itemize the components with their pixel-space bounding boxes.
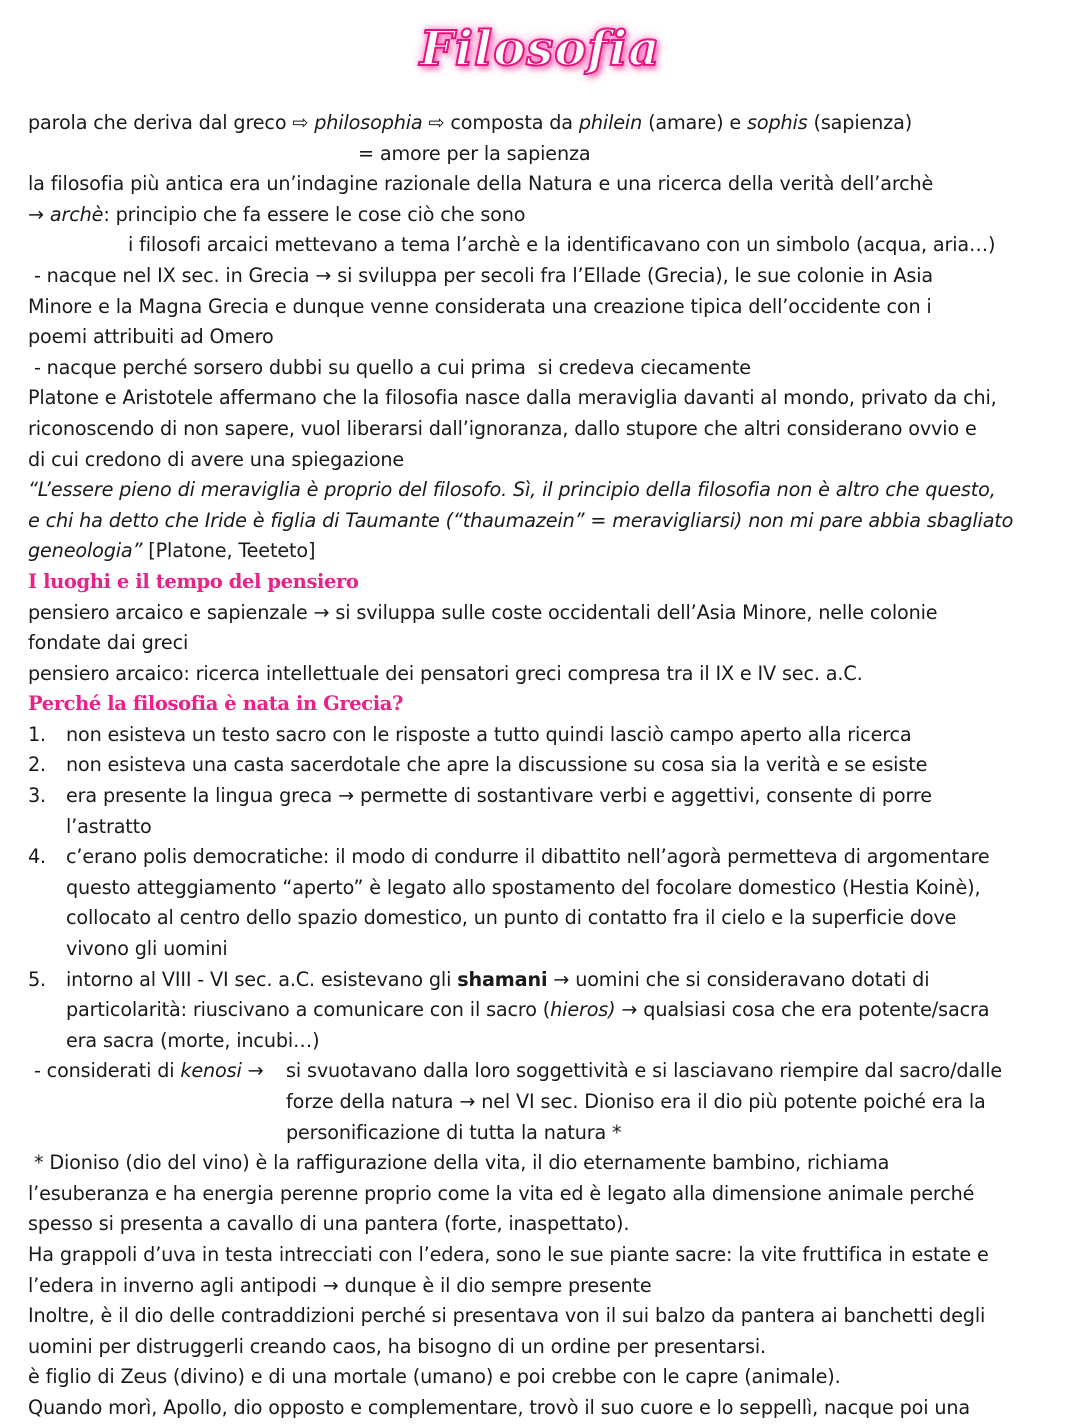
page-title: Filosofia (419, 21, 661, 77)
text-line: forze della natura → nel VI sec. Dioniso era il dio più potente poiché era la (286, 1090, 986, 1113)
kenosi-lead (28, 1056, 286, 1148)
quote-source: [Platone, Teeteto] (142, 539, 316, 563)
quote-line (28, 536, 1058, 567)
text-line: - nacque perché sorsero dubbi su quello a cui prima si credeva ciecamente (28, 355, 751, 379)
term-shamani: shamani (457, 967, 548, 991)
term-kenosi: kenosi (180, 1059, 242, 1083)
list-text: c’erano polis democratiche: il modo di condurre il dibattito nell’agorà permetteva di argomentare (66, 845, 990, 869)
list-number: 4. (28, 845, 47, 869)
text-line: pensiero arcaico: ricerca intellettuale dei pensatori greci compresa tra il IX e IV sec. a.C. (28, 661, 863, 685)
list-number: 1. (28, 722, 47, 746)
text-line: - nacque nel IX sec. in Grecia → si sviluppa per secoli fra l’Ellade (Grecia), le sue colonie in Asia (28, 263, 934, 287)
text-line: = amore per la sapienza (358, 141, 591, 165)
text: intorno al VIII - VI sec. a.C. esistevano gli (66, 967, 458, 991)
list-item (28, 965, 1058, 1057)
text: (amare) e (642, 111, 748, 134)
list-number: 3. (28, 784, 47, 808)
text-line: pensiero arcaico e sapienzale → si sviluppa sulle coste occidentali dell’Asia Minore, nelle colonie (28, 600, 938, 624)
text-line: l’edera in inverno agli antipodi → dunque è il dio sempre presente (28, 1273, 652, 1297)
right-arrow-icon: ⇨ (292, 111, 309, 134)
text-line: l’esuberanza e ha energia perenne proprio come la vita ed è legato alla dimensione animale perché (28, 1181, 975, 1205)
text-line: Inoltre, è il dio delle contraddizioni perché si presentava von il sui balzo da pantera ai banchetti degli (28, 1304, 986, 1328)
text-line: poemi attribuiti ad Omero (28, 325, 274, 349)
section-heading: Perché la filosofia è nata in Grecia? (28, 692, 404, 716)
list-text (66, 965, 989, 996)
right-arrow-icon: ⇨ (428, 111, 445, 134)
text: - considerati di (28, 1059, 181, 1083)
text: parola che deriva dal greco (28, 111, 293, 134)
text: particolarità: riuscivano a comunicare con il sacro ( (66, 998, 551, 1022)
list-text: questo atteggiamento “aperto” è legato allo spostamento del focolare domestico (Hestia Koinè), (66, 875, 981, 899)
text-line: Quando morì, Apollo, dio opposto e complementare, trovò il suo cuore e lo seppellì, nacque poi una (28, 1395, 971, 1419)
text-line: la filosofia più antica era un’indagine razionale della Natura e una ricerca della verità dell’archè (28, 172, 934, 196)
text-line: si svuotavano dalla loro soggettività e si lasciavano riempire dal sacro/dalle (286, 1059, 1003, 1083)
text-line: di cui credono di avere una spiegazione (28, 447, 405, 471)
text-line: Minore e la Magna Grecia e dunque venne considerata una creazione tipica dell’occidente con i (28, 294, 932, 318)
quote-line: “L’essere pieno di meraviglia è proprio del filosofo. Sì, il principio della filosofia non è altro che questo, (28, 478, 996, 502)
title-banner (0, 14, 1080, 94)
document-body (28, 108, 1058, 1424)
text-line: Ha grappoli d’uva in testa intrecciati con l’edera, sono le sue piante sacre: la vite fruttifica in estate e (28, 1242, 989, 1266)
right-arrow-icon: → (28, 202, 50, 226)
text-line (28, 200, 1058, 231)
term-philein: philein (578, 111, 643, 134)
list-text: non esisteva una casta sacerdotale che apre la discussione su cosa sia la verità e se esiste (66, 753, 928, 777)
list-item (28, 842, 1058, 964)
text-line: fondate dai greci (28, 631, 189, 655)
text-line: è figlio di Zeus (divino) e di una mortale (umano) e poi crebbe con le capre (animale). (28, 1365, 841, 1389)
term-sophis: sophis (747, 111, 808, 134)
list-number: 5. (28, 967, 47, 991)
text-line: Platone e Aristotele affermano che la filosofia nasce dalla meraviglia davanti al mondo, privato da chi, (28, 386, 997, 410)
text: : principio che fa essere le cose ciò che sono (103, 202, 526, 226)
list-text (66, 995, 989, 1026)
text: → uomini che si consideravano dotati di (547, 967, 930, 991)
list-text: non esisteva un testo sacro con le risposte a tutto quindi lasciò campo aperto alla ricerca (66, 722, 912, 746)
text-line: i filosofi arcaici mettevano a tema l’archè e la identificavano con un simbolo (acqua, aria…) (128, 233, 996, 257)
text: composta da (444, 111, 579, 134)
text-line: riconoscendo di non sapere, vuol liberarsi dall’ignoranza, dallo stupore che altri considerano ovvio e (28, 416, 977, 440)
text: (sapienza) (807, 111, 913, 134)
quote-line: e chi ha detto che Iride è figlia di Taumante (“thaumazein” = meravigliarsi) non mi pare abbia sbagliato (28, 508, 1014, 532)
list-number: 2. (28, 753, 47, 777)
kenosi-note (28, 1056, 1058, 1148)
list-text: vivono gli uomini (66, 937, 228, 961)
list-item (28, 750, 1058, 781)
list-item (28, 720, 1058, 751)
text-line: uomini per distruggerli creando caos, ha bisogno di un ordine per presentarsi. (28, 1334, 766, 1358)
list-text: era presente la lingua greca → permette di sostantivare verbi e aggettivi, consente di porre (66, 784, 932, 808)
text: → (241, 1059, 264, 1083)
list-text: era sacra (morte, incubi…) (66, 1028, 320, 1052)
list-text: l’astratto (66, 814, 152, 838)
term-arche: archè (49, 202, 104, 226)
section-heading: I luoghi e il tempo del pensiero (28, 569, 359, 593)
text-line: personificazione di tutta la natura * (286, 1120, 622, 1144)
text-line (28, 108, 1058, 139)
term-hieros: hieros) (550, 998, 616, 1022)
footnote-line: * Dioniso (dio del vino) è la raffigurazione della vita, il dio eternamente bambino, richiama (28, 1151, 890, 1175)
term-philosophia: philosophia (308, 111, 429, 134)
text: → qualsiasi cosa che era potente/sacra (615, 998, 990, 1022)
list-text: collocato al centro dello spazio domestico, un punto di contatto fra il cielo e la superficie dove (66, 906, 957, 930)
quote-text: geneologia” (28, 539, 143, 563)
text-line: spesso si presenta a cavallo di una pantera (forte, inaspettato). (28, 1212, 630, 1236)
list-item (28, 781, 1058, 842)
